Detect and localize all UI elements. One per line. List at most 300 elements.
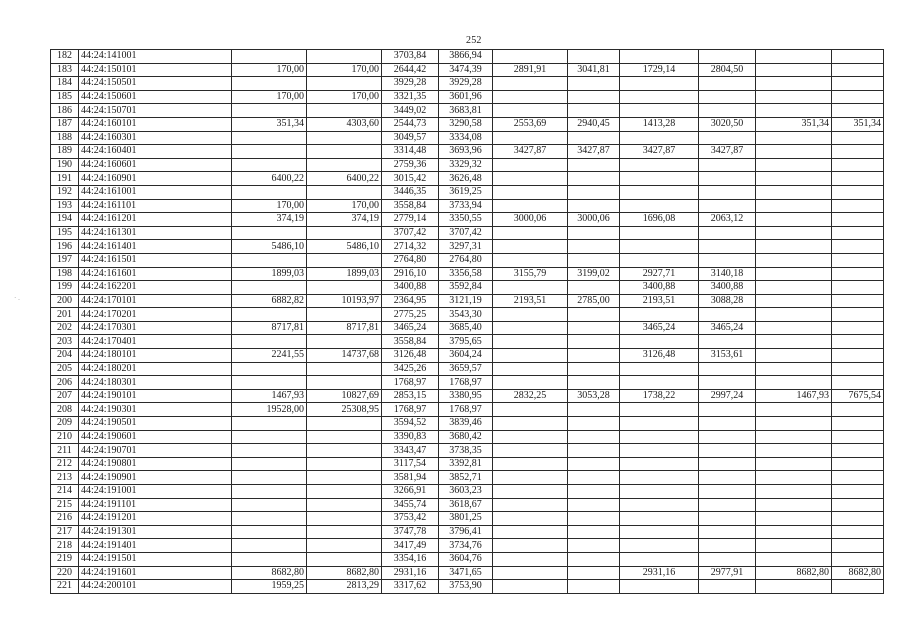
value-5-cell: 2832,25 [493, 389, 568, 403]
value-4-cell: 3738,35 [439, 444, 493, 458]
table-row [51, 552, 884, 566]
value-10-cell [832, 213, 884, 227]
value-4-cell: 3474,39 [439, 63, 493, 77]
row-number-cell: 187 [51, 117, 79, 131]
value-5-cell [493, 172, 568, 186]
value-6-cell: 3041,81 [568, 63, 620, 77]
value-1-cell: 1899,03 [232, 267, 307, 281]
value-2-cell [307, 185, 382, 199]
value-10-cell: 351,34 [832, 117, 884, 131]
value-9-cell [756, 90, 832, 104]
value-2-cell [307, 362, 382, 376]
value-7-cell [620, 158, 699, 172]
cadastral-code-cell: 44:24:161001 [79, 185, 232, 199]
cadastral-code-cell: 44:24:190701 [79, 444, 232, 458]
value-7-cell [620, 253, 699, 267]
value-7-cell: 3427,87 [620, 145, 699, 159]
value-3-cell: 3449,02 [382, 104, 439, 118]
value-5-cell [493, 457, 568, 471]
value-1-cell: 2241,55 [232, 349, 307, 363]
value-3-cell: 3049,57 [382, 131, 439, 145]
row-number-cell: 194 [51, 213, 79, 227]
value-9-cell [756, 145, 832, 159]
value-4-cell: 3604,76 [439, 552, 493, 566]
row-number-cell: 200 [51, 294, 79, 308]
value-10-cell [832, 226, 884, 240]
cadastral-code-cell: 44:24:160901 [79, 172, 232, 186]
value-7-cell [620, 335, 699, 349]
table-row [51, 362, 884, 376]
cadastral-code-cell: 44:24:160301 [79, 131, 232, 145]
value-6-cell [568, 485, 620, 499]
cadastral-code-cell: 44:24:162201 [79, 281, 232, 295]
value-8-cell: 3400,88 [699, 281, 756, 295]
value-4-cell: 3852,71 [439, 471, 493, 485]
value-3-cell: 3465,24 [382, 321, 439, 335]
value-4-cell: 3866,94 [439, 50, 493, 64]
value-9-cell [756, 335, 832, 349]
value-1-cell [232, 552, 307, 566]
value-5-cell [493, 185, 568, 199]
cadastral-code-cell: 44:24:170101 [79, 294, 232, 308]
value-2-cell: 10193,97 [307, 294, 382, 308]
value-10-cell [832, 50, 884, 64]
value-5-cell: 3427,87 [493, 145, 568, 159]
value-1-cell [232, 471, 307, 485]
cadastral-code-cell: 44:24:161301 [79, 226, 232, 240]
row-number-cell: 212 [51, 457, 79, 471]
value-4-cell: 3592,84 [439, 281, 493, 295]
table-row [51, 539, 884, 553]
value-2-cell: 14737,68 [307, 349, 382, 363]
row-number-cell: 195 [51, 226, 79, 240]
cadastral-code-cell: 44:24:190901 [79, 471, 232, 485]
value-3-cell: 3703,84 [382, 50, 439, 64]
value-5-cell [493, 430, 568, 444]
table-row [51, 580, 884, 594]
row-number-cell: 196 [51, 240, 79, 254]
cadastral-code-cell: 44:24:190101 [79, 389, 232, 403]
value-6-cell [568, 185, 620, 199]
value-3-cell: 3126,48 [382, 349, 439, 363]
value-8-cell [699, 172, 756, 186]
value-6-cell [568, 90, 620, 104]
value-9-cell: 351,34 [756, 117, 832, 131]
value-10-cell [832, 376, 884, 390]
value-9-cell [756, 172, 832, 186]
value-4-cell: 3297,31 [439, 240, 493, 254]
value-5-cell [493, 580, 568, 594]
value-5-cell [493, 525, 568, 539]
value-2-cell [307, 131, 382, 145]
value-3-cell: 3581,94 [382, 471, 439, 485]
value-5-cell [493, 362, 568, 376]
table-row [51, 457, 884, 471]
value-6-cell [568, 226, 620, 240]
table-row [51, 104, 884, 118]
value-5-cell [493, 417, 568, 431]
value-10-cell [832, 321, 884, 335]
value-7-cell [620, 444, 699, 458]
scan-speck: · . [14, 294, 20, 302]
value-1-cell [232, 457, 307, 471]
value-6-cell: 3000,06 [568, 213, 620, 227]
value-7-cell [620, 172, 699, 186]
value-2-cell [307, 376, 382, 390]
value-2-cell: 1899,03 [307, 267, 382, 281]
table-row [51, 50, 884, 64]
value-4-cell: 3626,48 [439, 172, 493, 186]
value-10-cell: 8682,80 [832, 566, 884, 580]
row-number-cell: 215 [51, 498, 79, 512]
value-2-cell: 2813,29 [307, 580, 382, 594]
value-10-cell [832, 580, 884, 594]
value-8-cell: 2997,24 [699, 389, 756, 403]
value-3-cell: 3354,16 [382, 552, 439, 566]
value-9-cell [756, 131, 832, 145]
value-7-cell [620, 403, 699, 417]
table-row [51, 281, 884, 295]
value-1-cell [232, 185, 307, 199]
value-8-cell [699, 158, 756, 172]
value-10-cell [832, 471, 884, 485]
value-1-cell: 8717,81 [232, 321, 307, 335]
value-3-cell: 2931,16 [382, 566, 439, 580]
value-9-cell [756, 240, 832, 254]
value-8-cell [699, 90, 756, 104]
table-row [51, 525, 884, 539]
page-number: 252 [466, 35, 482, 46]
value-4-cell: 3693,96 [439, 145, 493, 159]
value-5-cell [493, 104, 568, 118]
value-9-cell [756, 512, 832, 526]
value-2-cell [307, 104, 382, 118]
value-1-cell [232, 498, 307, 512]
value-9-cell [756, 580, 832, 594]
value-2-cell: 10827,69 [307, 389, 382, 403]
value-8-cell: 2804,50 [699, 63, 756, 77]
value-10-cell [832, 104, 884, 118]
row-number-cell: 183 [51, 63, 79, 77]
value-4-cell: 3603,23 [439, 485, 493, 499]
value-10-cell [832, 444, 884, 458]
value-3-cell: 2544,73 [382, 117, 439, 131]
row-number-cell: 204 [51, 349, 79, 363]
value-10-cell [832, 172, 884, 186]
row-number-cell: 205 [51, 362, 79, 376]
value-5-cell [493, 498, 568, 512]
value-4-cell: 3334,08 [439, 131, 493, 145]
value-4-cell: 3471,65 [439, 566, 493, 580]
value-8-cell [699, 131, 756, 145]
row-number-cell: 193 [51, 199, 79, 213]
value-5-cell [493, 281, 568, 295]
value-8-cell [699, 498, 756, 512]
value-4-cell: 1768,97 [439, 403, 493, 417]
value-4-cell: 3543,30 [439, 308, 493, 322]
cadastral-code-cell: 44:24:191501 [79, 552, 232, 566]
row-number-cell: 211 [51, 444, 79, 458]
value-4-cell: 3121,19 [439, 294, 493, 308]
value-2-cell: 8717,81 [307, 321, 382, 335]
value-1-cell [232, 417, 307, 431]
value-10-cell [832, 185, 884, 199]
value-6-cell [568, 172, 620, 186]
value-5-cell [493, 321, 568, 335]
value-9-cell [756, 281, 832, 295]
value-1-cell: 6882,82 [232, 294, 307, 308]
value-7-cell [620, 308, 699, 322]
value-3-cell: 3317,62 [382, 580, 439, 594]
value-3-cell: 1768,97 [382, 376, 439, 390]
value-7-cell [620, 539, 699, 553]
table-row [51, 403, 884, 417]
data-table [50, 49, 884, 594]
value-5-cell [493, 199, 568, 213]
value-4-cell: 3659,57 [439, 362, 493, 376]
table-row [51, 226, 884, 240]
row-number-cell: 219 [51, 552, 79, 566]
value-10-cell [832, 457, 884, 471]
value-5-cell: 3000,06 [493, 213, 568, 227]
value-3-cell: 3558,84 [382, 335, 439, 349]
table-row [51, 131, 884, 145]
value-8-cell [699, 539, 756, 553]
value-6-cell [568, 335, 620, 349]
row-number-cell: 185 [51, 90, 79, 104]
value-1-cell [232, 226, 307, 240]
value-3-cell: 3343,47 [382, 444, 439, 458]
value-5-cell [493, 444, 568, 458]
value-2-cell [307, 539, 382, 553]
table-row [51, 335, 884, 349]
value-9-cell [756, 444, 832, 458]
value-3-cell: 3417,49 [382, 539, 439, 553]
cadastral-code-cell: 44:24:150601 [79, 90, 232, 104]
value-6-cell [568, 253, 620, 267]
value-8-cell [699, 376, 756, 390]
value-3-cell: 3747,78 [382, 525, 439, 539]
value-10-cell: 7675,54 [832, 389, 884, 403]
row-number-cell: 189 [51, 145, 79, 159]
value-2-cell [307, 512, 382, 526]
value-4-cell: 3380,95 [439, 389, 493, 403]
row-number-cell: 199 [51, 281, 79, 295]
value-8-cell [699, 403, 756, 417]
value-9-cell [756, 539, 832, 553]
value-6-cell [568, 457, 620, 471]
value-8-cell [699, 485, 756, 499]
value-10-cell [832, 417, 884, 431]
value-7-cell [620, 226, 699, 240]
value-7-cell [620, 376, 699, 390]
value-8-cell: 3465,24 [699, 321, 756, 335]
value-6-cell [568, 104, 620, 118]
table-row [51, 417, 884, 431]
value-3-cell: 3707,42 [382, 226, 439, 240]
value-5-cell [493, 566, 568, 580]
value-5-cell [493, 349, 568, 363]
cadastral-code-cell: 44:24:190601 [79, 430, 232, 444]
cadastral-code-cell: 44:24:150101 [79, 63, 232, 77]
value-9-cell [756, 349, 832, 363]
table-row [51, 485, 884, 499]
cadastral-code-cell: 44:24:200101 [79, 580, 232, 594]
value-2-cell [307, 253, 382, 267]
value-1-cell [232, 158, 307, 172]
value-5-cell: 2891,91 [493, 63, 568, 77]
cadastral-code-cell: 44:24:191601 [79, 566, 232, 580]
value-5-cell [493, 308, 568, 322]
table-row [51, 308, 884, 322]
value-10-cell [832, 539, 884, 553]
value-3-cell: 2764,80 [382, 253, 439, 267]
value-8-cell [699, 552, 756, 566]
row-number-cell: 217 [51, 525, 79, 539]
value-1-cell [232, 525, 307, 539]
value-3-cell: 3390,83 [382, 430, 439, 444]
value-1-cell [232, 253, 307, 267]
cadastral-code-cell: 44:24:190801 [79, 457, 232, 471]
value-2-cell [307, 417, 382, 431]
value-5-cell [493, 50, 568, 64]
value-5-cell [493, 471, 568, 485]
value-2-cell [307, 77, 382, 91]
table-row [51, 376, 884, 390]
value-3-cell: 2853,15 [382, 389, 439, 403]
value-1-cell [232, 444, 307, 458]
row-number-cell: 220 [51, 566, 79, 580]
row-number-cell: 218 [51, 539, 79, 553]
value-5-cell [493, 240, 568, 254]
value-8-cell [699, 525, 756, 539]
value-1-cell [232, 430, 307, 444]
row-number-cell: 203 [51, 335, 79, 349]
value-8-cell [699, 226, 756, 240]
value-4-cell: 3929,28 [439, 77, 493, 91]
table-row [51, 566, 884, 580]
table-body [51, 50, 884, 594]
cadastral-code-cell: 44:24:180101 [79, 349, 232, 363]
cadastral-code-cell: 44:24:161401 [79, 240, 232, 254]
value-3-cell: 3314,48 [382, 145, 439, 159]
value-6-cell [568, 199, 620, 213]
value-1-cell [232, 77, 307, 91]
value-4-cell: 3619,25 [439, 185, 493, 199]
cadastral-code-cell: 44:24:190301 [79, 403, 232, 417]
table-row [51, 430, 884, 444]
cadastral-code-cell: 44:24:180301 [79, 376, 232, 390]
row-number-cell: 202 [51, 321, 79, 335]
value-5-cell [493, 403, 568, 417]
cadastral-code-cell: 44:24:170401 [79, 335, 232, 349]
value-9-cell [756, 213, 832, 227]
value-5-cell [493, 158, 568, 172]
value-8-cell [699, 430, 756, 444]
value-4-cell: 3356,58 [439, 267, 493, 281]
row-number-cell: 188 [51, 131, 79, 145]
value-7-cell: 2931,16 [620, 566, 699, 580]
value-7-cell [620, 104, 699, 118]
value-1-cell [232, 512, 307, 526]
value-8-cell [699, 444, 756, 458]
value-3-cell: 3425,26 [382, 362, 439, 376]
value-5-cell [493, 253, 568, 267]
value-7-cell: 3400,88 [620, 281, 699, 295]
cadastral-code-cell: 44:24:160601 [79, 158, 232, 172]
value-1-cell: 1467,93 [232, 389, 307, 403]
value-9-cell [756, 294, 832, 308]
value-1-cell [232, 308, 307, 322]
value-3-cell: 3266,91 [382, 485, 439, 499]
row-number-cell: 182 [51, 50, 79, 64]
value-3-cell: 2759,36 [382, 158, 439, 172]
row-number-cell: 191 [51, 172, 79, 186]
value-4-cell: 3795,65 [439, 335, 493, 349]
value-1-cell: 170,00 [232, 63, 307, 77]
value-1-cell: 351,34 [232, 117, 307, 131]
value-1-cell [232, 145, 307, 159]
value-7-cell [620, 430, 699, 444]
value-8-cell [699, 104, 756, 118]
value-9-cell [756, 376, 832, 390]
value-10-cell [832, 253, 884, 267]
value-1-cell: 8682,80 [232, 566, 307, 580]
value-8-cell: 3020,50 [699, 117, 756, 131]
row-number-cell: 209 [51, 417, 79, 431]
value-7-cell [620, 90, 699, 104]
value-5-cell [493, 552, 568, 566]
value-4-cell: 1768,97 [439, 376, 493, 390]
value-6-cell [568, 417, 620, 431]
value-7-cell: 3126,48 [620, 349, 699, 363]
value-10-cell [832, 199, 884, 213]
value-8-cell: 3427,87 [699, 145, 756, 159]
value-10-cell [832, 552, 884, 566]
value-8-cell: 3153,61 [699, 349, 756, 363]
value-2-cell [307, 552, 382, 566]
value-7-cell [620, 362, 699, 376]
value-7-cell [620, 240, 699, 254]
value-1-cell: 19528,00 [232, 403, 307, 417]
value-5-cell [493, 539, 568, 553]
value-2-cell: 374,19 [307, 213, 382, 227]
value-1-cell: 1959,25 [232, 580, 307, 594]
value-6-cell [568, 349, 620, 363]
value-6-cell [568, 158, 620, 172]
value-9-cell: 1467,93 [756, 389, 832, 403]
value-8-cell [699, 512, 756, 526]
value-6-cell [568, 77, 620, 91]
value-9-cell [756, 253, 832, 267]
table-row [51, 267, 884, 281]
value-6-cell [568, 321, 620, 335]
value-2-cell [307, 226, 382, 240]
value-7-cell: 3465,24 [620, 321, 699, 335]
value-3-cell: 3558,84 [382, 199, 439, 213]
value-4-cell: 2764,80 [439, 253, 493, 267]
value-7-cell: 2193,51 [620, 294, 699, 308]
cadastral-code-cell: 44:24:161201 [79, 213, 232, 227]
value-9-cell [756, 525, 832, 539]
row-number-cell: 214 [51, 485, 79, 499]
value-10-cell [832, 90, 884, 104]
value-2-cell [307, 471, 382, 485]
value-10-cell [832, 240, 884, 254]
value-3-cell: 2644,42 [382, 63, 439, 77]
value-2-cell: 4303,60 [307, 117, 382, 131]
value-4-cell: 3839,46 [439, 417, 493, 431]
